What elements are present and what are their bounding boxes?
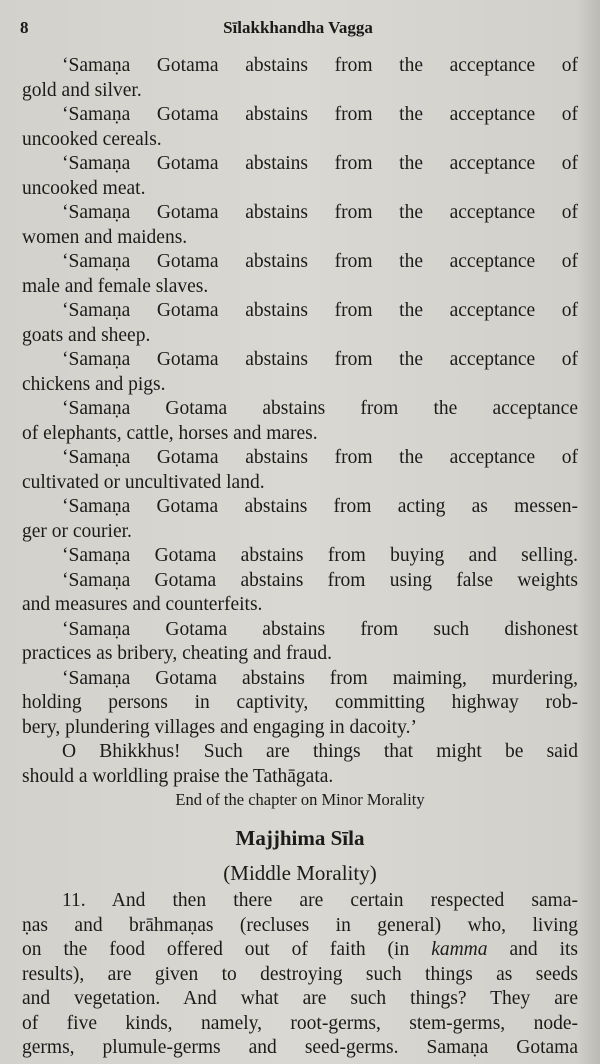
paragraph — [22, 495, 578, 544]
text-line — [22, 938, 578, 963]
text-line: and vegetation. And what are such things? They are — [22, 988, 578, 1009]
section-subtitle: (Middle Morality) — [223, 861, 377, 885]
paragraph — [22, 299, 578, 348]
paragraph — [22, 348, 578, 397]
text-line: ‘Samaṇa Gotama abstains from the acceptance of — [62, 55, 578, 76]
text-line: ‘Samaṇa Gotama abstains from the acceptance of — [62, 251, 578, 272]
text-line: gold and silver. — [22, 79, 142, 101]
text-line: of five kinds, namely, root-germs, stem-germs, node- — [22, 1012, 578, 1034]
paragraph — [22, 569, 578, 618]
abstention-list — [22, 54, 578, 789]
paragraph — [22, 103, 578, 152]
text-line: ‘Samaṇa Gotama abstains from using false weights — [62, 569, 578, 591]
text-line: ‘Samaṇa Gotama abstains from the acceptance of — [62, 349, 578, 370]
text-line: ‘Samaṇa Gotama abstains from the acceptance of — [62, 447, 578, 468]
paragraph — [22, 201, 578, 250]
paragraph — [22, 544, 578, 569]
paragraph-11 — [22, 889, 578, 1061]
text-line: bery, plundering villages and engaging in dacoity.’ — [22, 716, 417, 738]
text-line: of elephants, cattle, horses and mares. — [22, 422, 318, 444]
text-line: uncooked cereals. — [22, 128, 162, 150]
text-span: on the food offered out of faith (in — [22, 939, 432, 960]
text-line: male and female slaves. — [22, 275, 209, 297]
italic-term: kamma — [431, 939, 488, 960]
text-line: ‘Samaṇa Gotama abstains from the acceptance of — [62, 202, 578, 223]
text-line: cultivated or uncultivated land. — [22, 471, 265, 493]
text-line: ‘Samaṇa Gotama abstains from acting as messen- — [62, 496, 578, 517]
text-line: ger or courier. — [22, 520, 132, 542]
text-line: ‘Samaṇa Gotama abstains from the acceptance of — [62, 104, 578, 125]
text-line: ‘Samaṇa Gotama abstains from the acceptance of — [62, 300, 578, 321]
text-line: ‘Samaṇa Gotama abstains from maiming, murdering, — [62, 667, 578, 689]
text-line: results), are given to destroying such things as seeds — [22, 963, 578, 985]
text-line: holding persons in captivity, committing highway rob- — [22, 692, 578, 713]
text-line: ‘Samaṇa Gotama abstains from buying and selling. — [62, 545, 578, 566]
paragraph — [22, 54, 578, 103]
text-line: germs, plumule-germs and seed-germs. Samaṇa Gotama — [22, 1037, 578, 1058]
text-line: uncooked meat. — [22, 177, 146, 199]
page-header — [20, 18, 576, 44]
paragraph — [22, 152, 578, 201]
page-body — [22, 54, 578, 1061]
text-line: O Bhikkhus! Such are things that might be said — [62, 741, 578, 762]
paragraph — [22, 250, 578, 299]
text-line: ‘Samaṇa Gotama abstains from the acceptance — [62, 398, 578, 419]
text-line: practices as bribery, cheating and fraud. — [22, 643, 333, 664]
paragraph — [22, 397, 578, 446]
text-line: ‘Samaṇa Gotama abstains from such dishonest — [62, 618, 578, 640]
text-line: goats and sheep. — [22, 324, 151, 346]
section-title: Majjhima Sīla — [235, 826, 365, 850]
text-line: and measures and counterfeits. — [22, 594, 263, 615]
paragraph — [22, 667, 578, 741]
text-line: 11. And then there are certain respected sama- — [62, 890, 578, 911]
chapter-end-note: End of the chapter on Minor Morality — [175, 790, 425, 809]
text-line: ‘Samaṇa Gotama abstains from the acceptance of — [62, 153, 578, 174]
page-number: 8 — [20, 18, 29, 37]
paragraph — [22, 618, 578, 667]
text-line: women and maidens. — [22, 226, 188, 248]
paragraph — [22, 446, 578, 495]
paragraph — [22, 740, 578, 789]
text-span: and its — [487, 939, 578, 960]
running-title: Sīlakkhandha Vagga — [223, 18, 373, 37]
text-line: should a worldling praise the Tathāgata. — [22, 765, 334, 787]
text-line: ṇas and brāhmaṇas (recluses in general) who, living — [22, 914, 578, 936]
text-line: chickens and pigs. — [22, 373, 166, 395]
